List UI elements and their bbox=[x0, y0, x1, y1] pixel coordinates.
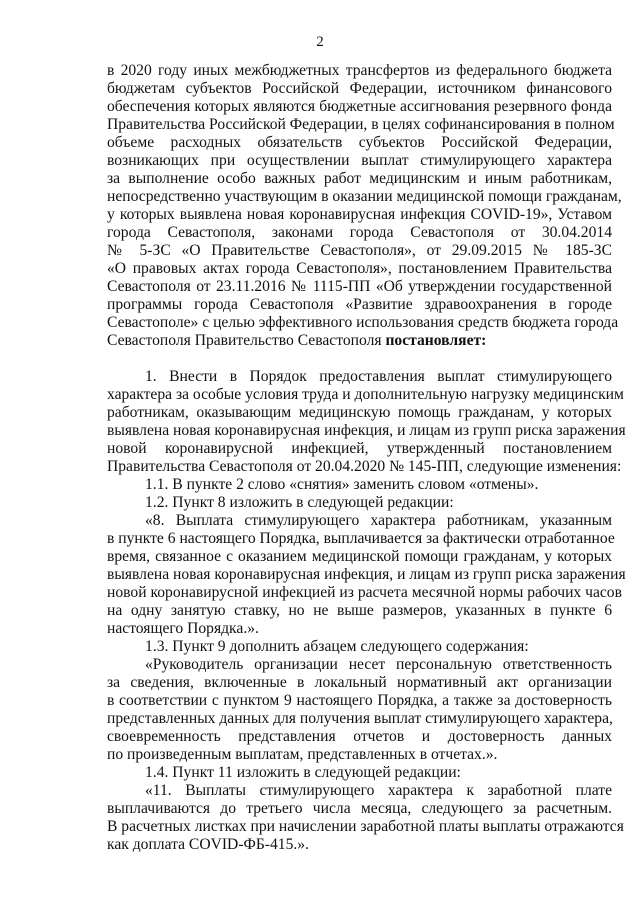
text-line: «О правовых актах города Севастополя», постановлением Правительства bbox=[107, 260, 612, 277]
text-line: обеспечения которых являются бюджетные ассигнования резервного фонда bbox=[107, 98, 612, 115]
text-line: «8. Выплата стимулирующего характера работникам, указанным bbox=[145, 512, 612, 529]
text-line: бюджетам субъектов Российской Федерации, источником финансового bbox=[107, 80, 612, 97]
text-line: время, связанное с оказанием медицинской помощи гражданам, у которых bbox=[107, 548, 612, 565]
text-line: как доплата COVID-ФБ-415.». bbox=[107, 836, 309, 853]
text-line: 1. Внести в Порядок предоставления выплат стимулирующего bbox=[145, 368, 612, 385]
text-line: 1.3. Пункт 9 дополнить абзацем следующего содержания: bbox=[145, 638, 529, 655]
text-line: программы города Севастополя «Развитие здравоохранения в городе bbox=[107, 296, 612, 313]
text-line: В расчетных листках при начислении заработной платы выплаты отражаются bbox=[107, 818, 624, 835]
text-line: 1.2. Пункт 8 изложить в следующей редакции: bbox=[145, 494, 454, 511]
text-line: выявлена новая коронавирусная инфекция, и лицам из групп риска заражения bbox=[107, 422, 626, 439]
page-number: 2 bbox=[316, 34, 324, 50]
resolution-word: постановляет: bbox=[385, 332, 487, 349]
text-line: Севастополя от 23.11.2016 № 1115-ПП «Об утверждении государственной bbox=[107, 278, 612, 295]
text-line: новой коронавирусной инфекцией, утвержденный постановлением bbox=[107, 440, 612, 457]
text-line: по произведенным выплатам, представленных в отчетах.». bbox=[107, 746, 498, 763]
text-line: настоящего Порядка.». bbox=[107, 620, 259, 637]
text-line-last bbox=[107, 332, 612, 350]
text-line: в пункте 6 настоящего Порядка, выплачивается за фактически отработанное bbox=[107, 530, 615, 547]
text-line: города Севастополя, законами города Севастополя от 30.04.2014 bbox=[107, 224, 612, 241]
text-line: новой коронавирусной инфекцией из расчета месячной нормы рабочих часов bbox=[107, 584, 622, 601]
text-line: за выполнение особо важных работ медицинским и иным работникам, bbox=[107, 170, 612, 187]
text-line: 1.1. В пункте 2 слово «снятия» заменить словом «отмены». bbox=[145, 476, 539, 493]
text-line: своевременность представления отчетов и достоверность данных bbox=[107, 728, 612, 745]
text-line: в соответствии с пунктом 9 настоящего Порядка, а также за достоверность bbox=[107, 692, 612, 709]
text-line: выявлена новая коронавирусная инфекция, и лицам из групп риска заражения bbox=[107, 566, 626, 583]
text-line: объеме расходных обязательств субъектов Российской Федерации, bbox=[107, 134, 612, 151]
text-line: в 2020 году иных межбюджетных трансфертов из федерального бюджета bbox=[107, 62, 612, 79]
text-line: у которых выявлена новая коронавирусная инфекция COVID-19», Уставом bbox=[107, 206, 612, 223]
text-line: «11. Выплаты стимулирующего характера к заработной плате bbox=[145, 782, 612, 799]
text-line: на одну занятую ставку, но не выше размеров, указанных в пункте 6 bbox=[107, 602, 612, 619]
text-line: Правительства Российской Федерации, в целях софинансирования в полном bbox=[107, 116, 615, 133]
text-line: работникам, оказывающим медицинскую помощь гражданам, у которых bbox=[107, 404, 612, 421]
text-line: 1.4. Пункт 11 изложить в следующей редакции: bbox=[145, 764, 461, 781]
text-line: характера за особые условия труда и дополнительную нагрузку медицинским bbox=[107, 386, 624, 403]
text-line: за сведения, включенные в локальный нормативный акт организации bbox=[107, 674, 612, 691]
text-line: выплачиваются до третьего числа месяца, следующего за расчетным. bbox=[107, 800, 612, 817]
text-line: непосредственно участвующим в оказании медицинской помощи гражданам, bbox=[107, 188, 622, 205]
text-line: Севастополе» с целью эффективного использования средств бюджета города bbox=[107, 314, 619, 331]
text-line: Севастополя Правительство Севастополя bbox=[107, 332, 382, 349]
text-line: «Руководитель организации несет персональную ответственность bbox=[145, 656, 612, 673]
text-line: возникающих при осуществлении выплат стимулирующего характера bbox=[107, 152, 612, 169]
text-line: Правительства Севастополя от 20.04.2020 № 145-ПП, следующие изменения: bbox=[107, 458, 622, 475]
text-line: № 5-ЗС «О Правительстве Севастополя», от 29.09.2015 № 185-ЗС bbox=[107, 242, 612, 259]
text-line: представленных данных для получения выплат стимулирующего характера, bbox=[107, 710, 613, 727]
